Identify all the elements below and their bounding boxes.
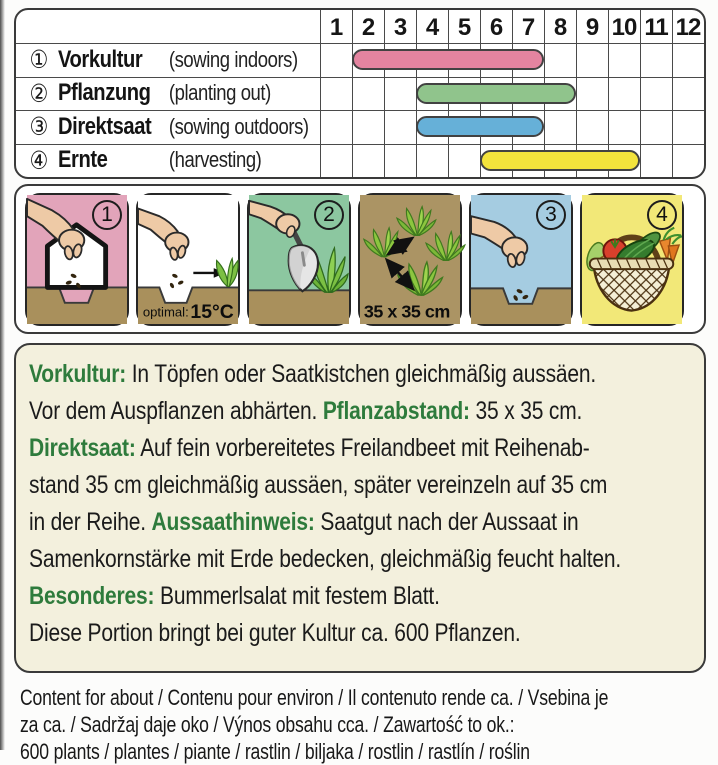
footer-line: 600 plants / plantes / piante / rastlin / biljaka / rostlin / rastlín / roślin <box>20 739 530 764</box>
calendar-month-header: 11 <box>644 14 668 41</box>
phase-name-de: Direktsaat <box>58 112 152 140</box>
instruction-text: Samenkornstärke mit Erde bedecken, gleichmäßig feucht halten. <box>29 545 622 573</box>
instruction-text: Saatgut nach der Aussaat in <box>314 508 579 536</box>
sow-indoors-pictogram <box>25 193 129 326</box>
footer-line: Content for about / Contenu pour environ / Il contenuto rende ca. / Vsebina je <box>20 685 609 710</box>
instructions-text <box>29 356 691 652</box>
instruction-keyword: Besonderes: <box>29 582 155 610</box>
calendar-month-header: 4 <box>425 14 439 41</box>
calendar-row-label-text <box>16 79 271 108</box>
calendar-row-label-text <box>16 45 298 74</box>
planting-out-pictogram <box>247 193 351 326</box>
calendar-row-label <box>16 43 320 77</box>
calendar-row-label-text <box>16 146 261 175</box>
instruction-keyword: Direktsaat: <box>29 434 136 462</box>
sowing-calendar-card <box>14 8 706 179</box>
instruction-text: In Töpfen oder Saatkistchen gleichmäßig aussäen. <box>126 360 597 388</box>
sowing-calendar-grid <box>16 10 704 177</box>
basket-rim-icon <box>590 258 673 269</box>
instruction-line <box>29 356 597 393</box>
pictogram-strip <box>14 184 706 334</box>
step-1-badge: 1 <box>92 200 122 230</box>
instruction-line <box>29 615 585 652</box>
phase-name-de: Ernte <box>58 146 108 174</box>
calendar-month-header: 2 <box>361 14 375 41</box>
optimal-temperature-illustration <box>138 195 238 324</box>
instruction-line <box>29 541 622 578</box>
instruction-line <box>29 578 585 615</box>
calendar-period-bar <box>352 49 544 70</box>
step-3-badge: 3 <box>536 200 566 230</box>
step-4-badge: 4 <box>647 200 677 230</box>
calendar-row-label-text <box>16 112 309 141</box>
optimal-temperature-pictogram <box>136 193 240 326</box>
phase-name-en: (sowing indoors) <box>168 46 298 72</box>
sow-outdoors-pictogram <box>469 193 573 326</box>
instruction-text: Bummerlsalat mit festem Blatt. <box>154 582 440 610</box>
calendar-month-header: 3 <box>393 14 407 41</box>
circled-number: ① <box>29 45 49 75</box>
spacing-value: 35 x 35 cm <box>363 300 450 321</box>
calendar-month-header: 1 <box>329 14 343 41</box>
calendar-period-bar <box>480 150 640 171</box>
footer-line: za ca. / Sadržaj daje oko / Výnos obsahu cca. / Zawartość to ok.: <box>20 712 515 737</box>
calendar-month-header: 9 <box>585 14 599 41</box>
instruction-line <box>29 430 590 467</box>
calendar-period-bar <box>416 83 576 104</box>
calendar-month-header: 6 <box>489 14 503 41</box>
instruction-text: Vor dem Auspflanzen abhärten. <box>29 397 323 425</box>
instruction-text: 35 x 35 cm. <box>469 397 583 425</box>
phase-name-de: Vorkultur <box>58 45 143 73</box>
instruction-line <box>29 504 585 541</box>
step-2-badge: 2 <box>314 200 344 230</box>
circled-number: ④ <box>29 145 49 175</box>
instruction-keyword: Vorkultur: <box>29 360 127 388</box>
circled-number: ③ <box>29 112 49 142</box>
calendar-row-label <box>16 77 320 111</box>
calendar-month-header: 8 <box>553 14 567 41</box>
instruction-line <box>29 393 585 430</box>
scan-left-edge <box>0 0 5 750</box>
calendar-period-bar <box>416 116 544 137</box>
calendar-month-header: 7 <box>521 14 535 41</box>
phase-name-de: Pflanzung <box>58 79 151 107</box>
optimal-label: optimal: <box>142 303 189 319</box>
calendar-row-label <box>16 110 320 144</box>
optimal-temperature-value: 15°C <box>190 301 234 323</box>
instructions-card <box>14 343 706 673</box>
instruction-text: Diese Portion bringt bei guter Kultur ca. 600 Pflanzen. <box>29 619 521 647</box>
instruction-text: Auf fein vorbereitetes Freilandbeet mit Reihenab- <box>135 434 590 462</box>
circled-number: ② <box>29 78 49 108</box>
harvest-pictogram <box>580 193 684 326</box>
calendar-row-label <box>16 144 320 178</box>
phase-name-en: (harvesting) <box>168 147 262 173</box>
calendar-month-header: 5 <box>457 14 471 41</box>
phase-name-en: (sowing outdoors) <box>168 113 309 139</box>
instruction-text: stand 35 cm gleichmäßig aussäen, später vereinzeln auf 35 cm <box>29 471 608 499</box>
instruction-text: in der Reihe. <box>29 508 152 536</box>
plant-spacing-pictogram <box>358 193 462 326</box>
multilingual-content-note <box>20 684 718 765</box>
calendar-month-header: 10 <box>611 14 637 41</box>
phase-name-en: (planting out) <box>168 80 271 106</box>
plant-spacing-illustration <box>360 195 460 324</box>
instruction-keyword: Pflanzabstand: <box>322 397 470 425</box>
calendar-month-header: 12 <box>675 14 701 41</box>
instruction-line <box>29 467 608 504</box>
instruction-keyword: Aussaathinweis: <box>151 508 315 536</box>
